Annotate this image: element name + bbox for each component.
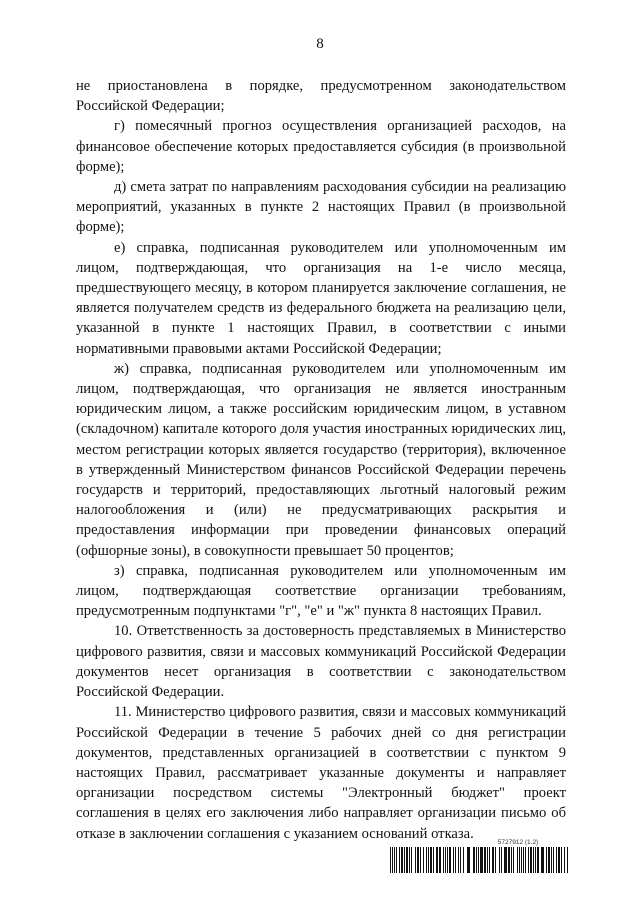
barcode-image bbox=[390, 847, 570, 873]
paragraph: з) справка, подписанная руководителем или уполномоченным им лицом, подтверждающая соответствие организации требованиям, предусмотренным подпунктами "г", "е" и "ж" пункта 8 настоящих Правил. bbox=[76, 562, 566, 620]
paragraph: 11. Министерство цифрового развития, связи и массовых коммуникаций Российской Федерации в течение 5 рабочих дней со дня регистрации документов, представленных организацией в соответствии с пунктом 9 настоящих Правил, рассматривает указанные документы и направляет организации посредством системы "Электронный бюджет" проект соглашения в целях его заключения либо направляет организации письмо об отказе в заключении соглашения с указанием оснований отказа. bbox=[76, 704, 566, 842]
page-number: 8 bbox=[316, 36, 324, 52]
document-body bbox=[76, 76, 566, 844]
document-code: 5727912 (1.2) bbox=[497, 839, 539, 846]
paragraph: не приостановлена в порядке, предусмотренном законодательством Российской Федерации; bbox=[76, 78, 566, 115]
paragraph: г) помесячный прогноз осуществления организацией расходов, на финансовое обеспечение которых предоставляется субсидия (в произвольной форме); bbox=[76, 118, 566, 175]
paragraph: ж) справка, подписанная руководителем или уполномоченным им лицом, подтверждающая, что организация не является иностранным юридическим лицом, а также российским юридическим лицом, в уставном (складочном) капитале которого доля участия иностранных юридических лиц, местом регистрации которых является государство (территория), включенное в утвержденный Министерством финансов Российской Федерации перечень государств и территорий, предоставляющих льготный налоговый режим налогообложения и (или) не предусматривающих раскрытия и предоставления информации при проведении финансовых операций (офшорные зоны), в совокупности превышает 50 процентов; bbox=[76, 360, 566, 559]
paragraph: е) справка, подписанная руководителем или уполномоченным им лицом, подтверждающая, что организация на 1-е число месяца, предшествующего месяцу, в котором планируется заключение соглашения, не является получателем средств из федерального бюджета на реализацию цели, указанной в пункте 1 настоящих Правил, в соответствии с иными нормативными правовыми актами Российской Федерации; bbox=[76, 239, 566, 357]
paragraph: 10. Ответственность за достоверность представляемых в Министерство цифрового развития, связи и массовых коммуникаций Российской Федерации документов несет организация в соответствии с законодательством Российской Федерации. bbox=[76, 623, 566, 701]
paragraph: д) смета затрат по направлениям расходования субсидии на реализацию мероприятий, указанных в пункте 2 настоящих Правил (в произвольной форме); bbox=[76, 179, 566, 236]
